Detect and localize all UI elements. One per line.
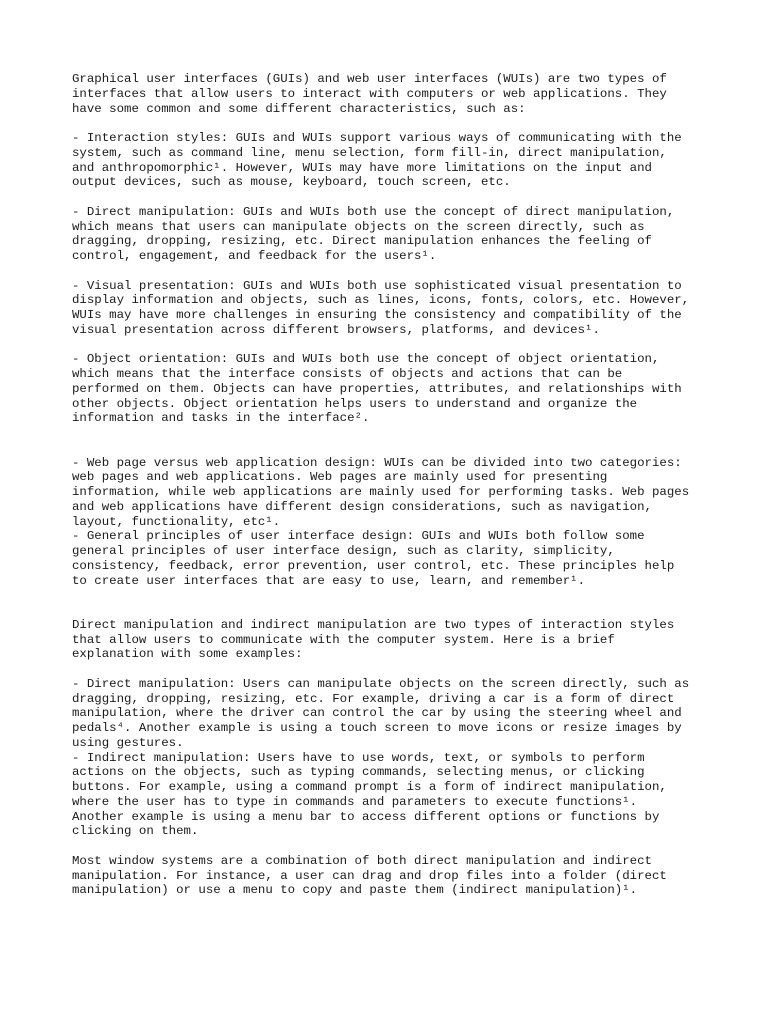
document-body: [72, 72, 712, 898]
paragraph-visual-presentation: - Visual presentation: GUIs and WUIs both use sophisticated visual presentation to display information and objects, such as lines, icons, fonts, colors, etc. However, WUIs may have more challenges in ensuring the consistency and compatibility of the visual presentation across different browsers, platforms, and devices¹.: [72, 278, 690, 337]
paragraph-spacer: [72, 588, 712, 618]
paragraph-interaction-styles: - Interaction styles: GUIs and WUIs support various ways of communicating with the system, such as command line, menu selection, form fill-in, direct manipulation, and anthropomorphic¹. However, WUIs may have more limitations on the input and output devices, such as mouse, keyboard, touch screen, etc.: [72, 131, 682, 190]
paragraph-spacer: [72, 662, 712, 677]
paragraph-web-page-and-principles: - Web page versus web application design: WUIs can be divided into two categories: web pages and web applications. Web pages are mainly used for presenting information, while web applications are mainly used for performing tasks. Web pages and web applications have different design considerations, such as navigation, layout, functionality, etc¹. - General principles of user interface design: GUIs and WUIs both follow some general principles of user interface design, such as clarity, simplicity, consistency, feedback, error prevention, user control, etc. These principles help to create user interfaces that are easy to use, learn, and remember¹.: [72, 455, 690, 588]
paragraph-spacer: [72, 426, 712, 456]
paragraph-spacer: [72, 839, 712, 854]
paragraph-gui-wui-intro: Graphical user interfaces (GUIs) and web user interfaces (WUIs) are two types of interfaces that allow users to interact with computers or web applications. They have some common and some different characteristics, such as:: [72, 72, 667, 116]
paragraph-spacer: [72, 264, 712, 279]
paragraph-spacer: [72, 338, 712, 353]
paragraph-object-orientation: - Object orientation: GUIs and WUIs both use the concept of object orientation, which means that the interface consists of objects and actions that can be performed on them. Objects can have properties, attributes, and relationships with other objects. Object orientation helps users to understand and organize the information and tasks in the interface².: [72, 352, 682, 426]
paragraph-direct-manipulation: - Direct manipulation: GUIs and WUIs both use the concept of direct manipulation, which means that users can manipulate objects on the screen directly, such as dragging, dropping, resizing, etc. Direct manipulation enhances the feeling of control, engagement, and feedback for the users¹.: [72, 204, 675, 263]
paragraph-window-systems: Most window systems are a combination of both direct manipulation and indirect manipulation. For instance, a user can drag and drop files into a folder (direct manipulation) or use a menu to copy and paste them (indirect manipulation)¹.: [72, 853, 667, 898]
paragraph-spacer: [72, 116, 712, 131]
paragraph-manipulation-intro: Direct manipulation and indirect manipulation are two types of interaction styles that allow users to communicate with the computer system. Here is a brief explanation with some examples:: [72, 617, 675, 662]
paragraph-manipulation-examples: - Direct manipulation: Users can manipulate objects on the screen directly, such as dragging, dropping, resizing, etc. For example, driving a car is a form of direct manipulation, where the driver can control the car by using the steering wheel and pedals⁴. Another example is using a touch screen to move icons or resize images by using gestures. - Indirect manipulation: Users have to use words, text, or symbols to perform actions on the objects, such as typing commands, selecting menus, or clicking buttons. For example, using a command prompt is a form of indirect manipulation, where the user has to type in commands and parameters to execute functions¹. Another example is using a menu bar to access different options or functions by clicking on them.: [72, 676, 690, 839]
paragraph-spacer: [72, 190, 712, 205]
